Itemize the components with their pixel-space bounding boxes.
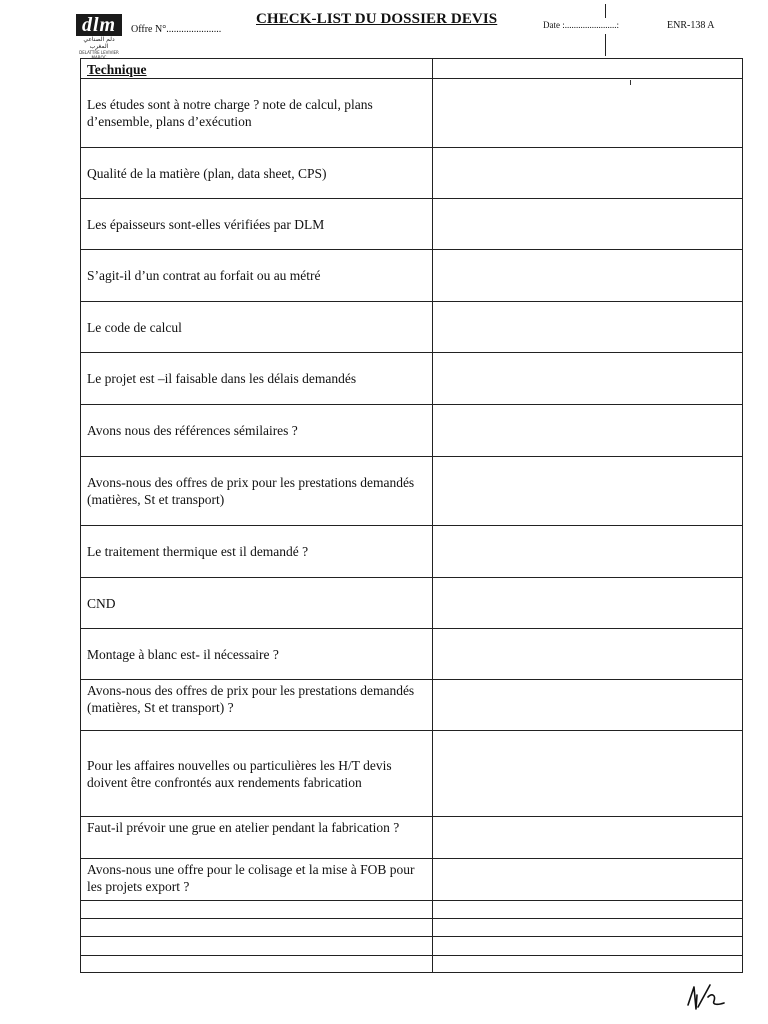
answer-cell[interactable] (433, 901, 743, 919)
page-title: CHECK-LIST DU DOSSIER DEVIS (256, 11, 498, 27)
question-cell: S’agit-il d’un contrat au forfait ou au métré (81, 250, 433, 302)
company-logo (76, 14, 122, 60)
table-row (81, 817, 743, 859)
table-row (81, 731, 743, 817)
logo-tagline: DELATTRE LEVIVIER MAROC (79, 50, 119, 60)
answer-cell[interactable] (433, 859, 743, 901)
question-cell: Qualité de la matière (plan, data sheet, CPS) (81, 148, 433, 199)
answer-cell[interactable] (433, 353, 743, 405)
question-cell (81, 901, 433, 919)
question-cell: CND (81, 578, 433, 629)
table-row (81, 457, 743, 526)
section-header: Technique (87, 62, 147, 77)
logo-arabic-text: دلم الصناعي المغرب (83, 36, 115, 50)
answer-cell[interactable] (433, 956, 743, 973)
answer-cell[interactable] (433, 302, 743, 353)
checklist-table (80, 58, 743, 973)
question-cell: Les études sont à notre charge ? note de calcul, plans d’ensemble, plans d’exécution (81, 79, 433, 148)
logo-mark: dlm (76, 14, 122, 36)
table-row (81, 526, 743, 578)
date-field[interactable]: Date :.......................: (543, 20, 619, 30)
table-row (81, 353, 743, 405)
question-cell: Avons-nous des offres de prix pour les prestations demandés (matières, St et transport) ? (81, 680, 433, 731)
table-row (81, 901, 743, 919)
section-header-answer-cell (433, 59, 743, 79)
answer-cell[interactable] (433, 937, 743, 956)
table-row (81, 302, 743, 353)
question-cell: Avons-nous des offres de prix pour les prestations demandés (matières, St et transport) (81, 457, 433, 526)
answer-cell[interactable] (433, 919, 743, 937)
form-header (0, 0, 768, 60)
table-row (81, 578, 743, 629)
table-row (81, 79, 743, 148)
handwritten-signature (676, 975, 736, 1015)
question-cell: Le traitement thermique est il demandé ? (81, 526, 433, 578)
answer-cell[interactable] (433, 680, 743, 731)
scan-mark-top (605, 4, 606, 18)
question-cell: Pour les affaires nouvelles ou particulières les H/T devis doivent être confrontés aux rendements fabrication (81, 731, 433, 817)
offer-number-field[interactable]: Offre N°...................... (131, 24, 222, 35)
question-cell: Avons nous des références sémilaires ? (81, 405, 433, 457)
answer-cell[interactable] (433, 578, 743, 629)
answer-cell[interactable] (433, 405, 743, 457)
table-row (81, 629, 743, 680)
table-row (81, 859, 743, 901)
section-header-cell (81, 59, 433, 79)
table-row (81, 405, 743, 457)
table-row (81, 199, 743, 250)
answer-cell[interactable] (433, 199, 743, 250)
question-cell (81, 956, 433, 973)
question-cell (81, 937, 433, 956)
question-cell: Le code de calcul (81, 302, 433, 353)
answer-cell[interactable] (433, 250, 743, 302)
answer-cell[interactable] (433, 629, 743, 680)
answer-cell[interactable] (433, 526, 743, 578)
question-cell: Avons-nous une offre pour le colisage et la mise à FOB pour les projets export ? (81, 859, 433, 901)
question-cell: Les épaisseurs sont-elles vérifiées par DLM (81, 199, 433, 250)
answer-cell[interactable] (433, 148, 743, 199)
document-reference: ENR-138 A (667, 20, 715, 31)
scan-mark-bottom (605, 34, 606, 56)
table-row (81, 680, 743, 731)
table-row (81, 919, 743, 937)
table-row (81, 956, 743, 973)
table-row (81, 148, 743, 199)
question-cell: Le projet est –il faisable dans les délais demandés (81, 353, 433, 405)
question-cell: Montage à blanc est- il nécessaire ? (81, 629, 433, 680)
answer-cell[interactable] (433, 817, 743, 859)
answer-cell[interactable] (433, 79, 743, 148)
answer-cell[interactable] (433, 457, 743, 526)
question-cell: Faut-il prévoir une grue en atelier pendant la fabrication ? (81, 817, 433, 859)
table-row (81, 937, 743, 956)
question-cell (81, 919, 433, 937)
table-row (81, 250, 743, 302)
answer-cell[interactable] (433, 731, 743, 817)
table-header-row (81, 59, 743, 79)
